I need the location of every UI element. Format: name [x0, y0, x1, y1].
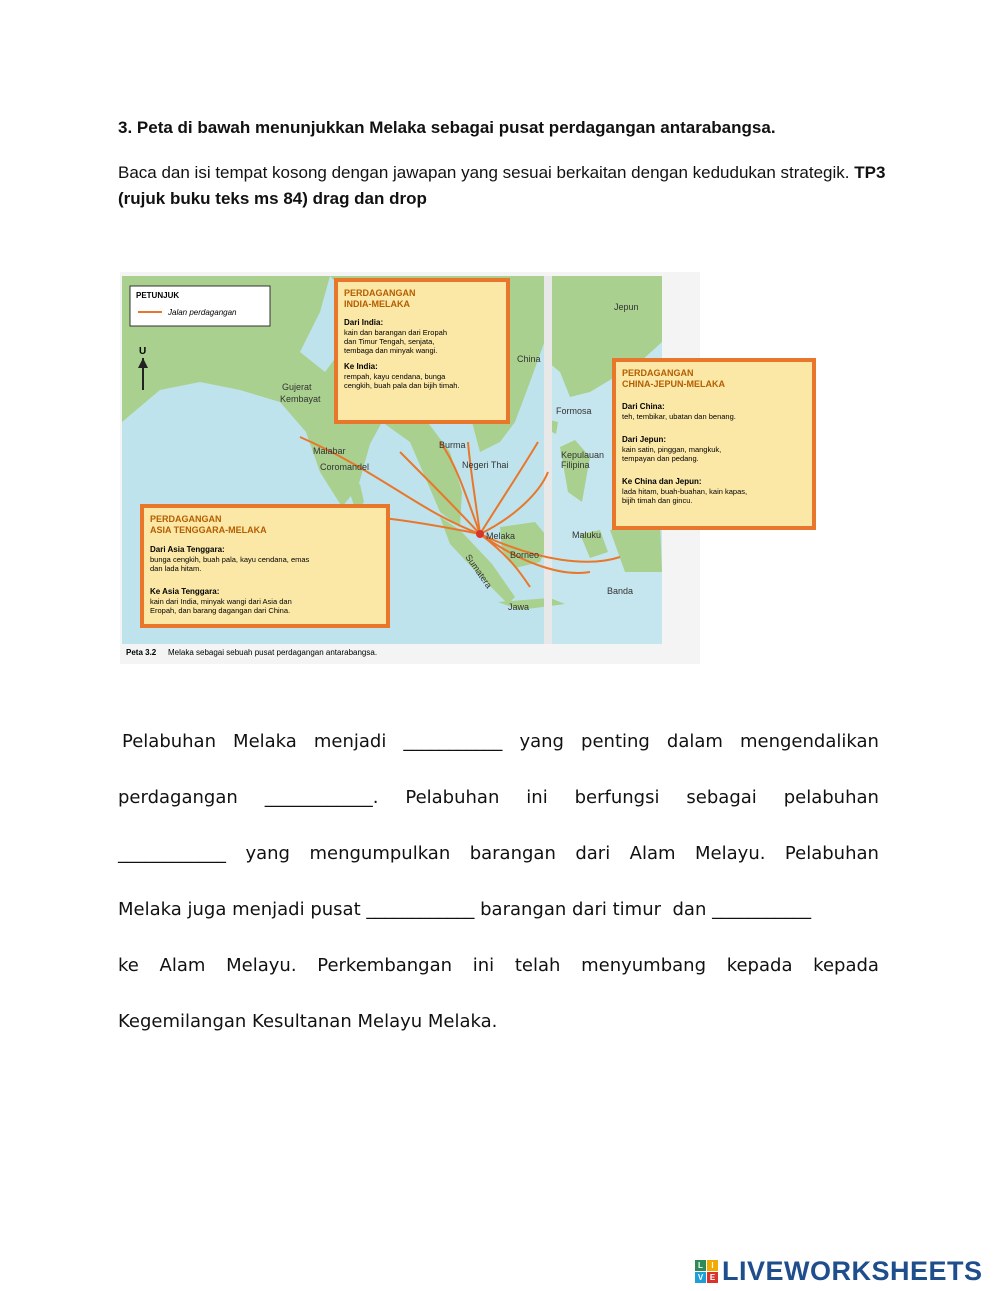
- place-negeri-thai: Negeri Thai: [462, 460, 509, 470]
- place-jepun: Jepun: [614, 302, 639, 312]
- question-title: 3. Peta di bawah menunjukkan Melaka sebagai pusat perdagangan antarabangsa.: [118, 118, 776, 137]
- legend-item: Jalan perdagangan: [168, 308, 237, 317]
- answer-blank-2[interactable]: ____________.: [264, 787, 379, 808]
- trade-map: [120, 272, 748, 664]
- place-maluku: Maluku: [572, 530, 602, 540]
- svg-text:Dari China:: Dari China:: [622, 402, 665, 411]
- svg-text:INDIA-MELAKA: INDIA-MELAKA: [344, 299, 410, 309]
- map-svg: [120, 272, 748, 664]
- svg-text:Dari Asia Tenggara:: Dari Asia Tenggara:: [150, 545, 225, 554]
- asia-tenggara-melaka-box: [142, 506, 388, 626]
- north-label: U: [139, 346, 147, 357]
- place-filipina: Filipina: [561, 460, 590, 470]
- answer-blank-1[interactable]: ___________: [403, 731, 503, 752]
- answer-blank-5[interactable]: ___________: [712, 899, 812, 920]
- place-china: China: [517, 354, 541, 364]
- place-banda: Banda: [607, 586, 634, 596]
- paragraph-line-4: Melaka juga menjadi pusat ____________ barangan dari timur dan ___________: [118, 892, 879, 948]
- india-melaka-box: [336, 280, 508, 422]
- svg-text:rempah, kayu cendana, bunga: rempah, kayu cendana, bunga: [344, 372, 446, 381]
- place-malabar: Malabar: [313, 446, 346, 456]
- svg-text:Ke Asia Tenggara:: Ke Asia Tenggara:: [150, 587, 220, 596]
- place-formosa: Formosa: [556, 406, 592, 416]
- svg-text:bijih timah dan gincu.: bijih timah dan gincu.: [622, 496, 693, 505]
- place-kembayat: Kembayat: [280, 394, 321, 404]
- svg-text:kain dan barangan dari Eropah: kain dan barangan dari Eropah: [344, 328, 447, 337]
- place-melaka: Melaka: [486, 531, 516, 541]
- instruction-text: Baca dan isi tempat kosong dengan jawapan yang sesuai berkaitan dengan kedudukan strategik.: [118, 163, 850, 182]
- liveworksheets-logo: [695, 1254, 983, 1288]
- answer-blank-3[interactable]: ____________: [118, 843, 226, 864]
- melaka-marker: [476, 530, 484, 538]
- svg-text:tembaga dan minyak wangi.: tembaga dan minyak wangi.: [344, 346, 438, 355]
- svg-text:cengkih, buah pala dan bijih t: cengkih, buah pala dan bijih timah.: [344, 381, 460, 390]
- logo-mark: L I V E: [695, 1260, 718, 1283]
- svg-text:kain satin, pinggan, mangkuk,: kain satin, pinggan, mangkuk,: [622, 445, 722, 454]
- svg-text:Ke China dan Jepun:: Ke China dan Jepun:: [622, 477, 702, 486]
- place-borneo: Borneo: [510, 550, 540, 560]
- svg-text:dan lada hitam.: dan lada hitam.: [150, 564, 202, 573]
- map-caption: Melaka sebagai sebuah pusat perdagangan antarabangsa.: [168, 648, 378, 657]
- place-coromandel: Coromandel: [320, 462, 370, 472]
- svg-text:Dari Jepun:: Dari Jepun:: [622, 435, 667, 444]
- svg-text:kain dari India, minyak wangi: kain dari India, minyak wangi dari Asia dan: [150, 597, 292, 606]
- paragraph-line-1: Pelabuhan Melaka menjadi ___________ yang penting dalam mengendalikan: [118, 724, 879, 780]
- china-jepun-melaka-box: [614, 360, 814, 528]
- svg-text:tempayan dan pedang.: tempayan dan pedang.: [622, 454, 699, 463]
- fill-in-paragraph: [118, 724, 879, 1060]
- svg-text:ASIA TENGGARA-MELAKA: ASIA TENGGARA-MELAKA: [150, 525, 267, 535]
- svg-text:dan Timur Tengah, senjata,: dan Timur Tengah, senjata,: [344, 337, 435, 346]
- legend-title: PETUNJUK: [136, 291, 180, 300]
- svg-text:lada hitam, buah-buahan, kain: lada hitam, buah-buahan, kain kapas,: [622, 487, 748, 496]
- place-kepulauan: Kepulauan: [561, 450, 605, 460]
- map-caption-label: Peta 3.2: [126, 648, 157, 657]
- paragraph-line-5: ke Alam Melayu. Perkembangan ini telah menyumbang kepada kepada: [118, 955, 879, 976]
- svg-text:Ke India:: Ke India:: [344, 362, 378, 371]
- svg-text:teh, tembikar, ubatan dan bena: teh, tembikar, ubatan dan benang.: [622, 412, 736, 421]
- place-jawa: Jawa: [508, 602, 530, 612]
- svg-text:PERDAGANGAN: PERDAGANGAN: [622, 368, 694, 378]
- instruction-bold: TP3 (rujuk buku teks ms 84) drag dan drop: [118, 163, 886, 208]
- svg-text:Dari India:: Dari India:: [344, 318, 384, 327]
- svg-text:PERDAGANGAN: PERDAGANGAN: [344, 288, 416, 298]
- place-sumatera: Sumatera: [463, 552, 494, 591]
- question-instruction: [118, 160, 888, 212]
- paragraph-line-2: perdagangan ____________. Pelabuhan ini berfungsi sebagai pelabuhan: [118, 780, 879, 836]
- svg-text:bunga cengkih, buah pala, kayu: bunga cengkih, buah pala, kayu cendana, emas: [150, 555, 310, 564]
- paragraph-line-6: Kegemilangan Kesultanan Melayu Melaka.: [118, 1011, 498, 1032]
- logo-text: LIVEWORKSHEETS: [722, 1255, 983, 1286]
- paragraph-line-3: ____________ yang mengumpulkan barangan dari Alam Melayu. Pelabuhan: [118, 836, 879, 892]
- svg-text:Eropah, dan barang dagangan da: Eropah, dan barang dagangan dari China.: [150, 606, 291, 615]
- place-burma: Burma: [439, 440, 466, 450]
- svg-text:PERDAGANGAN: PERDAGANGAN: [150, 514, 222, 524]
- place-gujerat: Gujerat: [282, 382, 312, 392]
- answer-blank-4[interactable]: ____________: [366, 899, 475, 920]
- svg-text:CHINA-JEPUN-MELAKA: CHINA-JEPUN-MELAKA: [622, 379, 725, 389]
